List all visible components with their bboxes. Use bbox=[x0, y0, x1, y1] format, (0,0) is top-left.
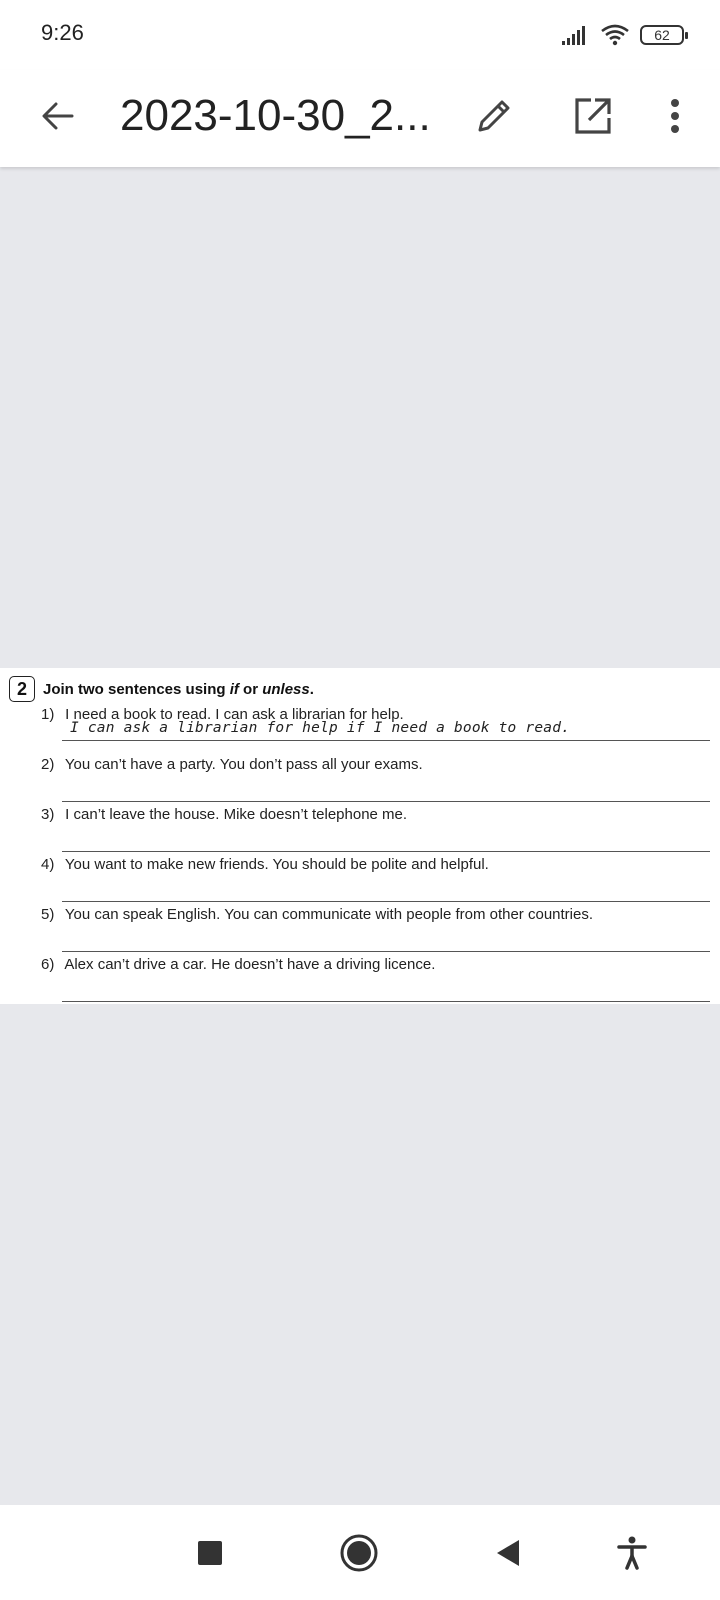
open-in-button[interactable] bbox=[565, 88, 621, 144]
accessibility-button[interactable] bbox=[606, 1527, 658, 1579]
accessibility-icon bbox=[617, 1536, 647, 1570]
exercise-number: 3) bbox=[41, 806, 55, 823]
document-title: 2023-10-30_2... bbox=[120, 91, 431, 140]
edit-button[interactable] bbox=[466, 88, 522, 144]
status-time: 9:26 bbox=[41, 20, 84, 45]
answer-line bbox=[62, 851, 710, 852]
task-header bbox=[9, 676, 314, 702]
wifi-icon bbox=[600, 23, 630, 47]
battery-indicator bbox=[640, 25, 684, 45]
back-triangle-icon bbox=[495, 1538, 521, 1568]
exercise-item-2 bbox=[41, 756, 423, 773]
app-bar bbox=[0, 70, 720, 167]
home-circle-icon bbox=[339, 1533, 379, 1573]
exercise-item-4 bbox=[41, 856, 489, 873]
exercise-text: I can’t leave the house. Mike doesn’t telephone me. bbox=[65, 806, 408, 823]
task-instruction bbox=[43, 681, 314, 698]
exercise-number: 1) bbox=[41, 706, 55, 723]
status-bar bbox=[0, 0, 720, 70]
instruction-prefix: Join two sentences using bbox=[43, 680, 230, 698]
battery-level: 62 bbox=[654, 27, 670, 43]
exercise-text: You can speak English. You can communicate with people from other countries. bbox=[64, 906, 594, 923]
instruction-suffix: . bbox=[309, 680, 314, 698]
back-button[interactable] bbox=[30, 88, 86, 144]
answer-line bbox=[62, 1001, 710, 1002]
instruction-unless: unless bbox=[262, 680, 310, 698]
more-vert-icon bbox=[669, 98, 681, 134]
instruction-middle: or bbox=[238, 680, 263, 698]
pencil-icon bbox=[474, 96, 514, 136]
system-nav-bar bbox=[0, 1505, 720, 1600]
answer-line bbox=[62, 951, 710, 952]
document-page bbox=[0, 668, 720, 1004]
exercise-item-5 bbox=[41, 906, 593, 923]
stop-square-icon bbox=[197, 1540, 223, 1566]
answer-line bbox=[62, 901, 710, 902]
instruction-if: if bbox=[229, 680, 239, 698]
back-nav-button[interactable] bbox=[482, 1527, 534, 1579]
exercise-number: 4) bbox=[41, 856, 55, 873]
arrow-left-icon bbox=[40, 98, 76, 134]
exercise-item-3 bbox=[41, 806, 407, 823]
exercise-text: You want to make new friends. You should be polite and helpful. bbox=[64, 856, 489, 873]
signal-icon bbox=[562, 25, 590, 45]
exercise-text: I need a book to read. I can ask a librarian for help. bbox=[65, 706, 404, 723]
answer-line bbox=[62, 740, 710, 741]
answer-line bbox=[62, 801, 710, 802]
exercise-number: 2) bbox=[41, 756, 55, 773]
exercise-text: You can’t have a party. You don’t pass all your exams. bbox=[64, 756, 423, 773]
more-options-button[interactable] bbox=[650, 88, 700, 144]
exercise-number: 5) bbox=[41, 906, 55, 923]
exercise-number: 6) bbox=[41, 956, 55, 973]
open-external-icon bbox=[573, 96, 613, 136]
exercise-item-6 bbox=[41, 956, 435, 973]
home-button[interactable] bbox=[333, 1527, 385, 1579]
task-number: 2 bbox=[9, 676, 35, 702]
exercise-text: Alex can’t drive a car. He doesn’t have a driving licence. bbox=[64, 956, 436, 973]
exercise-answer: I can ask a librarian for help if I need a book to read. bbox=[70, 720, 571, 736]
status-icons bbox=[562, 22, 684, 48]
recents-button[interactable] bbox=[184, 1527, 236, 1579]
